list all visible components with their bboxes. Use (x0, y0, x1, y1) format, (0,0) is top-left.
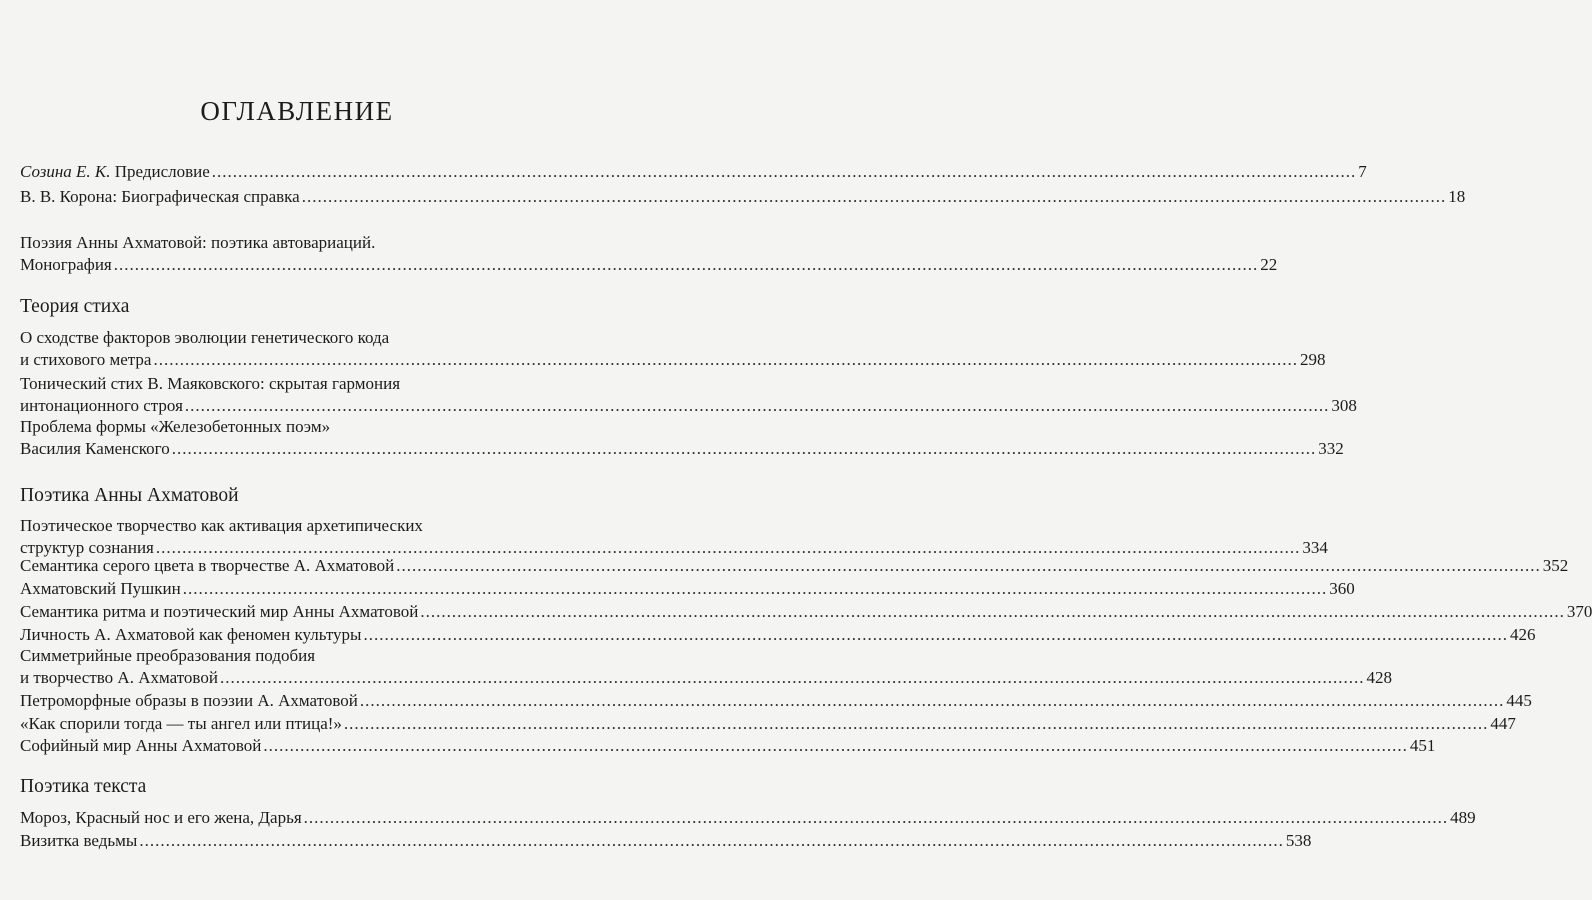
entry-title: Софийный мир Анны Ахматовой (20, 736, 262, 755)
toc-entry (20, 713, 1516, 735)
dot-leader: .......................................................................................................................................................................................................................... (420, 602, 1565, 621)
entry-title-line: Поэзия Анны Ахматовой: поэтика автовариаций. (20, 233, 376, 252)
toc-entry (20, 645, 1392, 689)
dot-leader: .......................................................................................................................................................................................................................... (155, 538, 1301, 557)
toc-entry (20, 690, 1532, 712)
entry-title-line: Тонический стих В. Маяковского: скрытая гармония (20, 374, 401, 393)
entry-title: интонационного строя (20, 396, 183, 415)
dot-leader: .......................................................................................................................................................................................................................... (153, 350, 1298, 369)
dot-leader: .......................................................................................................................................................................................................................... (184, 396, 1330, 415)
toc-entry (20, 807, 1476, 829)
section-heading: Поэтика Анны Ахматовой (20, 485, 239, 506)
dot-leader: .......................................................................................................................................................................................................................... (182, 579, 1328, 598)
entry-title: Василия Каменского (20, 439, 170, 458)
toc-entry (20, 161, 1367, 183)
entry-page: 370 (1566, 602, 1592, 621)
entry-page: 428 (1366, 668, 1392, 687)
toc-entry (20, 735, 1436, 757)
entry-page: 22 (1260, 255, 1278, 274)
section-heading: Поэтика текста (20, 776, 147, 797)
dot-leader: .......................................................................................................................................................................................................................... (396, 556, 1541, 575)
dot-leader: .......................................................................................................................................................................................................................... (219, 668, 1365, 687)
entry-page: 538 (1285, 831, 1312, 850)
entry-title: Мороз, Красный нос и его жена, Дарья (20, 808, 302, 827)
entry-title: Ахматовский Пушкин (20, 579, 181, 598)
dot-leader: .......................................................................................................................................................................................................................... (301, 187, 1447, 206)
toc-entry (20, 601, 1592, 623)
toc-entry (20, 373, 1357, 417)
entry-title: Семантика ритма и поэтический мир Анны Ахматовой (20, 602, 419, 621)
entry-page: 7 (1358, 162, 1367, 181)
entry-page: 18 (1448, 187, 1466, 206)
toc-entry (20, 327, 1326, 371)
toc-entry (20, 232, 1278, 276)
dot-leader: .......................................................................................................................................................................................................................... (363, 625, 1508, 644)
entry-page: 332 (1318, 439, 1344, 458)
toc-entry (20, 830, 1312, 852)
entry-title: Визитка ведьмы (20, 831, 138, 850)
entry-title-line: Симметрийные преобразования подобия (20, 646, 316, 665)
section-heading: Теория стиха (20, 296, 130, 317)
entry-page: 308 (1331, 396, 1357, 415)
entry-page: 445 (1506, 691, 1532, 710)
entry-page: 298 (1299, 350, 1326, 369)
dot-leader: .......................................................................................................................................................................................................................... (171, 439, 1317, 458)
toc-entry (20, 578, 1355, 600)
entry-title-line: Поэтическое творчество как активация архетипических (20, 516, 423, 535)
dot-leader: .......................................................................................................................................................................................................................... (303, 808, 1449, 827)
entry-page: 489 (1450, 808, 1476, 827)
dot-leader: .......................................................................................................................................................................................................................... (359, 691, 1505, 710)
entry-title: Личность А. Ахматовой как феномен культуры (20, 625, 362, 644)
entry-title: Петроморфные образы в поэзии А. Ахматовой (20, 691, 358, 710)
dot-leader: .......................................................................................................................................................................................................................... (113, 255, 1259, 274)
entry-page: 447 (1490, 714, 1516, 733)
entry-title: Предисловие (114, 162, 210, 181)
entry-author: Созина Е. К. (20, 162, 111, 181)
dot-leader: .......................................................................................................................................................................................................................... (263, 736, 1408, 755)
dot-leader: .......................................................................................................................................................................................................................... (139, 831, 1284, 850)
entry-title-line: Проблема формы «Железобетонных поэм» (20, 417, 331, 436)
entry-page: 334 (1302, 538, 1328, 557)
toc-entry (20, 624, 1536, 646)
dot-leader: .......................................................................................................................................................................................................................... (343, 714, 1489, 733)
dot-leader: .......................................................................................................................................................................................................................... (211, 162, 1357, 181)
entry-page: 426 (1509, 625, 1536, 644)
entry-title: «Как спорили тогда — ты ангел или птица!» (20, 714, 342, 733)
entry-page: 352 (1542, 556, 1569, 575)
toc-entry (20, 555, 1569, 577)
entry-title-line: О сходстве факторов эволюции генетического кода (20, 328, 390, 347)
page-title: ОГЛАВЛЕНИЕ (200, 96, 394, 126)
entry-title: Семантика серого цвета в творчестве А. Ахматовой (20, 556, 395, 575)
toc-entry (20, 515, 1328, 559)
entry-title: и творчество А. Ахматовой (20, 668, 218, 687)
entry-title: и стихового метра (20, 350, 152, 369)
entry-title: структур сознания (20, 538, 154, 557)
entry-page: 451 (1409, 736, 1436, 755)
entry-title: Монография (20, 255, 112, 274)
toc-entry (20, 186, 1466, 208)
entry-page: 360 (1329, 579, 1355, 598)
entry-title: В. В. Корона: Биографическая справка (20, 187, 300, 206)
toc-entry (20, 416, 1344, 460)
